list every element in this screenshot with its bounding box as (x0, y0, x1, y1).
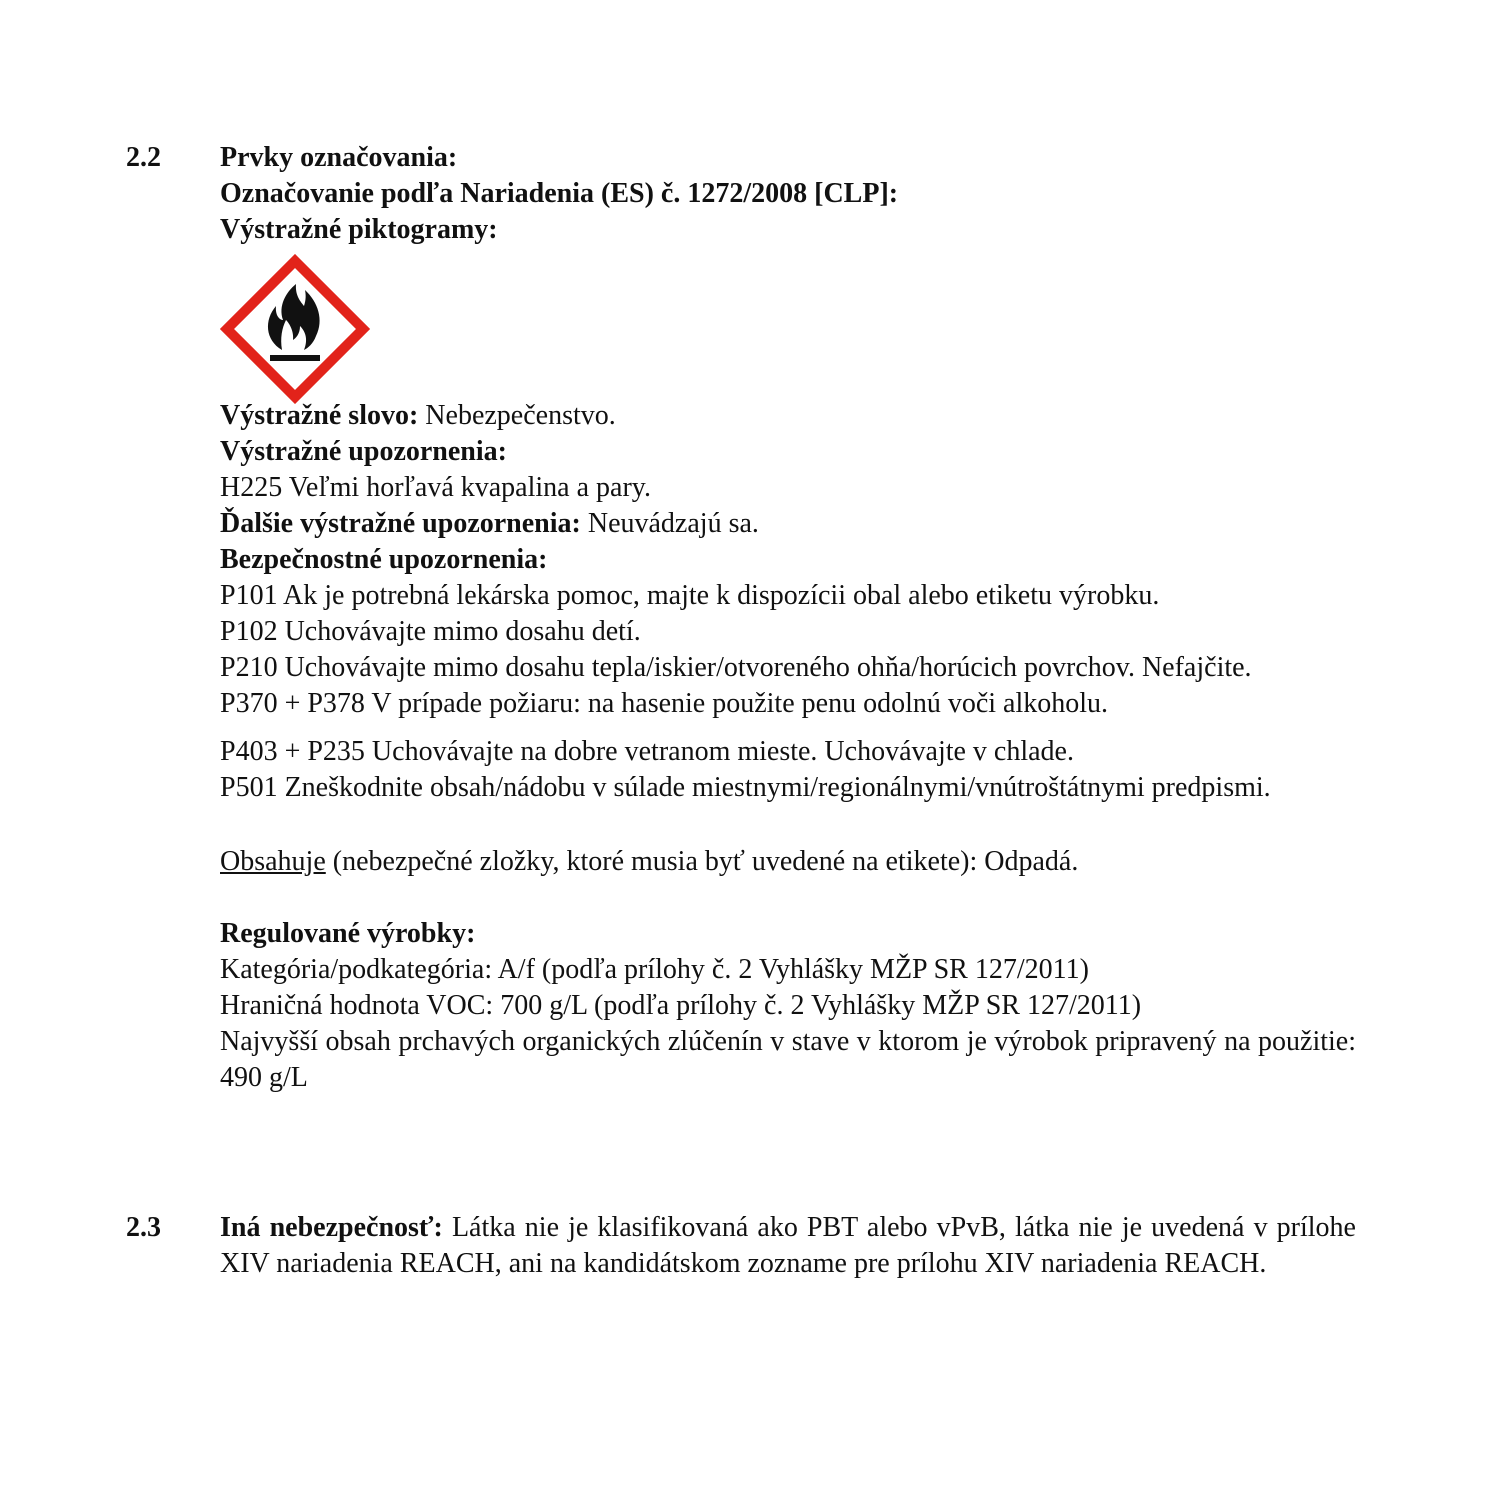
regulated-voc-limit: Hraničná hodnota VOC: 700 g/L (podľa prílohy č. 2 Vyhlášky MŽP SR 127/2011) (220, 990, 1142, 1021)
hazard-statement: H225 Veľmi horľavá kvapalina a pary. (220, 472, 651, 503)
hazard-heading: Výstražné upozornenia: (220, 436, 507, 467)
additional-value: Neuvádzajú sa. (580, 508, 759, 539)
section-2-2-header (220, 140, 1356, 412)
precaution-p101: P101 Ak je potrebná lekárska pomoc, majte k dispozícii obal alebo etiketu výrobku. (220, 580, 1160, 611)
section-number-2-2: 2.2 (126, 142, 161, 173)
contains-text: (nebezpečné zložky, ktoré musia byť uvedené na etikete): Odpadá. (325, 846, 1079, 877)
signal-word-row (220, 398, 1356, 434)
section-2-2-body (220, 398, 1356, 1096)
additional-label: Ďalšie výstražné upozornenia: (220, 508, 581, 539)
regulated-heading: Regulované výrobky: (220, 918, 476, 949)
regulated-category: Kategória/podkategória: A/f (podľa prílohy č. 2 Vyhlášky MŽP SR 127/2011) (220, 954, 1089, 985)
contains-label: Obsahuje (220, 846, 326, 877)
contains-row (220, 844, 1356, 880)
precaution-p210: P210 Uchovávajte mimo dosahu tepla/iskier/otvoreného ohňa/horúcich povrchov. Nefajčite. (220, 652, 1252, 683)
section-title: Prvky označovania: (220, 142, 458, 173)
signal-word-label: Výstražné slovo: (220, 400, 419, 431)
clp-subtitle: Označovanie podľa Nariadenia (ES) č. 1272/2008 [CLP]: (220, 178, 899, 209)
precaution-p102: P102 Uchovávajte mimo dosahu detí. (220, 616, 641, 647)
section-number-2-3: 2.3 (126, 1212, 161, 1243)
signal-word-value: Nebezpečenstvo. (418, 400, 616, 431)
section-2-3-body (220, 1210, 1356, 1282)
other-hazards-paragraph (220, 1210, 1356, 1282)
other-hazards-text: Látka nie je klasifikovaná ako PBT alebo vPvB, látka nie je uvedená v prílohe XIV nariadenia REACH, ani na kandidátskom zozname pre prílohu XIV nariadenia REACH. (220, 1212, 1356, 1279)
pictograms-heading: Výstražné piktogramy: (220, 214, 498, 245)
regulated-voc-max: Najvyšší obsah prchavých organických zlúčenín v stave v ktorom je výrobok pripravený na použitie: 490 g/L (220, 1026, 1356, 1093)
other-hazards-label: Iná nebezpečnosť: (220, 1212, 443, 1243)
additional-hazard-row (220, 506, 1356, 542)
precaution-heading: Bezpečnostné upozornenia: (220, 544, 548, 575)
flame-ghs02-icon (220, 254, 370, 404)
precaution-p501: P501 Zneškodnite obsah/nádobu v súlade miestnymi/regionálnymi/vnútroštátnymi predpismi. (220, 772, 1271, 803)
precaution-p370: P370 + P378 V prípade požiaru: na hasenie použite penu odolnú voči alkoholu. (220, 688, 1109, 719)
precaution-p403: P403 + P235 Uchovávajte na dobre vetranom mieste. Uchovávajte v chlade. (220, 736, 1074, 767)
